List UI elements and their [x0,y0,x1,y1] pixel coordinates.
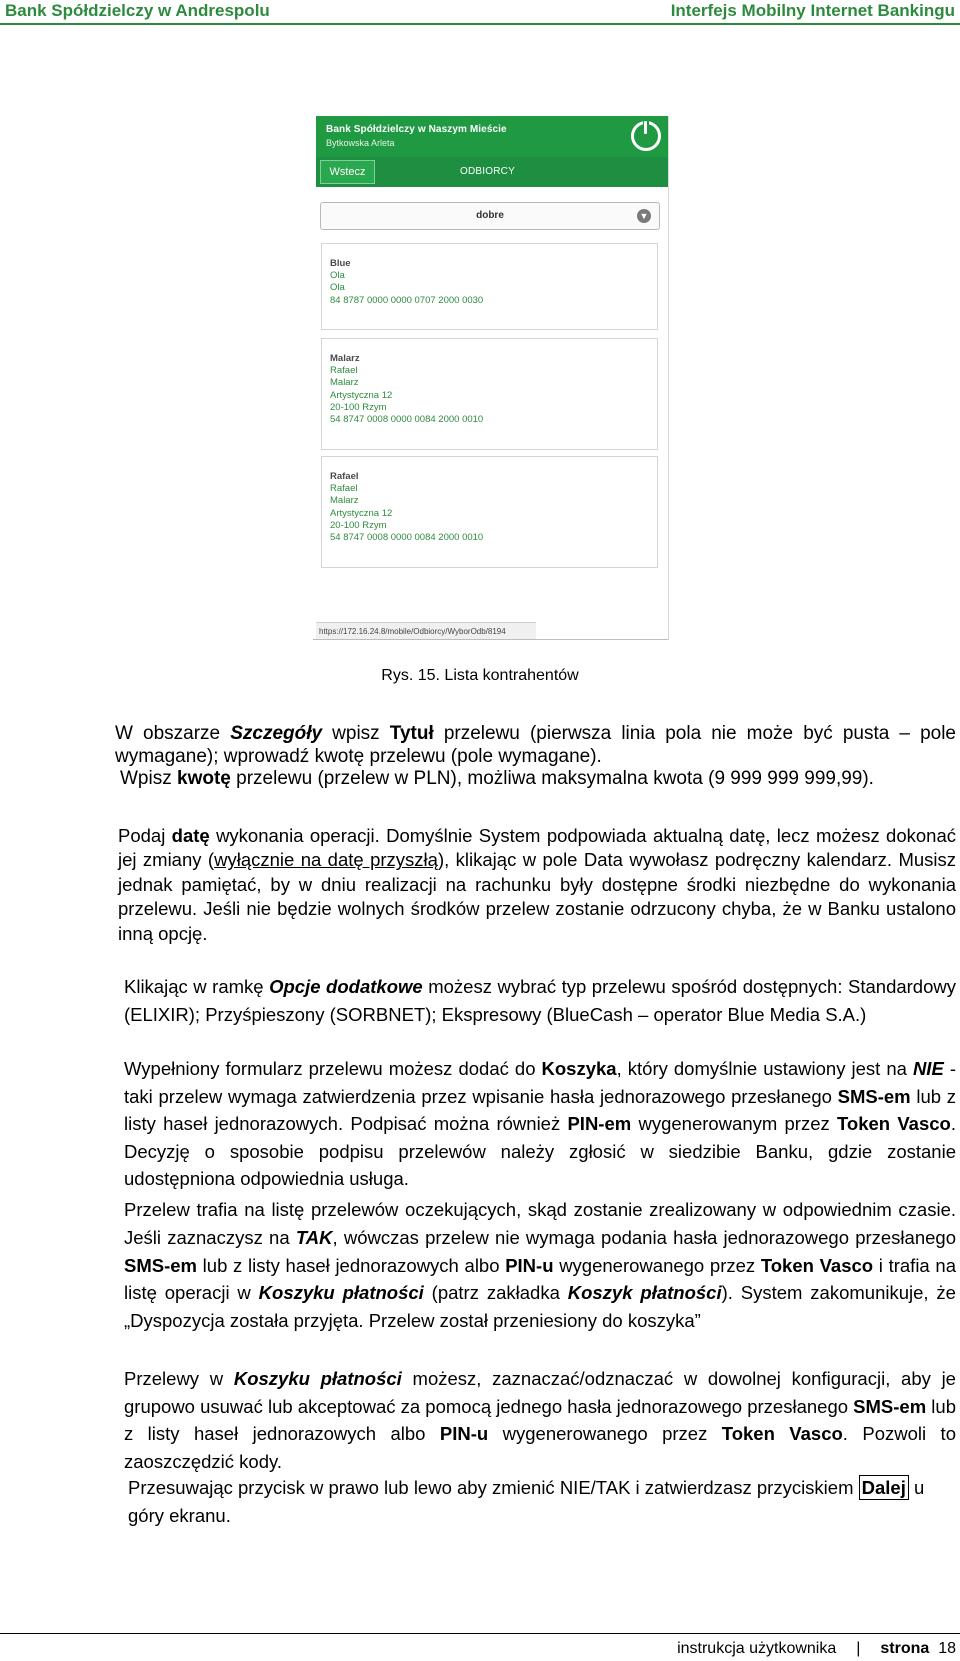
paragraph-switch: Przesuwając przycisk w prawo lub lewo aby zmienić NIE/TAK i zatwierdzasz przyciskiem Dalej u góry ekranu. [128,1477,925,1526]
power-icon[interactable] [631,121,661,151]
recipient-line: Malarz [330,495,359,507]
recipient-line: Ola [330,282,345,294]
recipient-account: 54 8747 0008 0000 0084 2000 0010 [330,414,484,426]
paragraph-date: Podaj datę wykonania operacji. Domyślnie System podpowiada aktualną datę, lecz możesz dokonać jej zmiany (wyłącznie na datę przyszłą), klikając w pole Data wywołasz podręczny kalendarz. Musisz jednak pamiętać, by w dniu realizacji na rachunku były dostępne środki niezbędne do wykonania przelewu. Jeśli nie będzie wolnych środków przelew zostanie odrzucony chyba, że w Banku ustalono inną opcję. [118,825,956,944]
recipient-line: Rafael [330,365,358,376]
recipient-account: 84 8787 0000 0000 0707 2000 0030 [330,294,484,306]
footer-label: instrukcja użytkownika [677,1640,837,1657]
recipient-line: Malarz [330,377,359,389]
recipient-card[interactable] [321,456,658,568]
page-header [0,0,960,25]
recipient-card[interactable] [321,243,658,330]
footer-page-number: 18 [938,1640,956,1657]
paragraph-basket-payments: Przelewy w Koszyku płatności możesz, zaznaczać/odznaczać w dowolnej konfiguracji, aby je grupowo usuwać lub akceptować za pomocą jednego hasła jednorazowego przesłanego SMS-em lub z listy haseł jednorazowych albo PIN-u wygenerowanego przez Token Vasco. Pozwoli to zaoszczędzić kody. [124,1368,956,1472]
header-document-title: Interfejs Mobilny Internet Bankingu [670,1,955,20]
back-button[interactable]: Wstecz [320,160,375,184]
recipient-card[interactable] [321,338,658,450]
recipient-line: Rafael [330,483,358,494]
recipient-name: Rafael [330,471,359,482]
footer-page-label: strona [880,1640,930,1657]
app-user-name: Bytkowska Arleta [326,138,395,148]
paragraph-pending: Przelew trafia na listę przelewów oczekujących, skąd zostanie zrealizowany w odpowiednim czasie. Jeśli zaznaczysz na TAK, wówczas przelew nie wymaga podania hasła jednorazowego przesłanego SMS-em lub z listy haseł jednorazowych albo PIN-u wygenerowanego przez Token Vasco i trafia na listę operacji w Koszyku płatności (patrz zakładka Koszyk płatności). System zakomunikuje, że „Dyspozycja została przyjęta. Przelew został przeniesiony do koszyka” [124,1199,956,1332]
chevron-down-icon[interactable]: ▼ [637,209,651,223]
page-footer [677,1640,956,1658]
paragraph-basket: Wypełniony formularz przelewu możesz dodać do Koszyka, który domyślnie ustawiony jest na NIE - taki przelew wymaga zatwierdzenia przez wpisanie hasła jednorazowego przesłanego SMS-em lub z listy haseł jednorazowych. Podpisać można również PIN-em wygenerowanym przez Token Vasco. Decyzję o sposobie podpisu przelewów należy zgłosić w siedzibie Banku, gdzie zostanie udostępniona odpowiednia usługa. [124,1058,956,1190]
recipient-line: Ola [330,270,345,281]
recipient-name: Malarz [330,353,360,364]
search-value: dobre [476,210,504,221]
app-bar [316,116,669,157]
recipient-name: Blue [330,258,351,269]
paragraph-details: W obszarze Szczegóły wpisz Tytuł przelewu (pierwsza linia pola nie może być pusta – pole wymagane); wprowadź kwotę przelewu (pole wymagane). [115,723,956,767]
recipient-account: 54 8747 0008 0000 0084 2000 0010 [330,532,484,544]
recipient-line: 20-100 Rzym [330,519,387,531]
app-bank-name: Bank Spółdzielczy w Naszym Mieście [326,124,507,135]
nav-title: ODBIORCY [460,166,515,177]
paragraph-options: Klikając w ramkę Opcje dodatkowe możesz wybrać typ przelewu spośród dostępnych: Standardowy (ELIXIR); Przyśpieszony (SORBNET); Ekspresowy (BlueCash – operator Blue Media S.A.) [124,976,956,1025]
dalej-button-reference: Dalej [859,1475,909,1500]
recipient-line: Artystyczna 12 [330,507,393,519]
header-bank-name: Bank Spółdzielczy w Andrespolu [5,1,270,20]
recipient-search-select[interactable] [320,202,660,230]
recipient-line: Artystyczna 12 [330,389,393,401]
footer-separator: | [856,1640,861,1657]
footer-divider [0,1633,960,1634]
browser-url: https://172.16.24.8/mobile/Odbiorcy/WyborOdb/8194 [316,622,536,639]
figure-caption: Rys. 15. Lista kontrahentów [381,667,579,684]
recipient-line: 20-100 Rzym [330,401,387,413]
paragraph-amount: Wpisz kwotę przelewu (przelew w PLN), możliwa maksymalna kwota (9 999 999 999,99). [120,768,874,789]
mobile-screenshot [313,116,669,640]
nav-bar [316,157,669,187]
